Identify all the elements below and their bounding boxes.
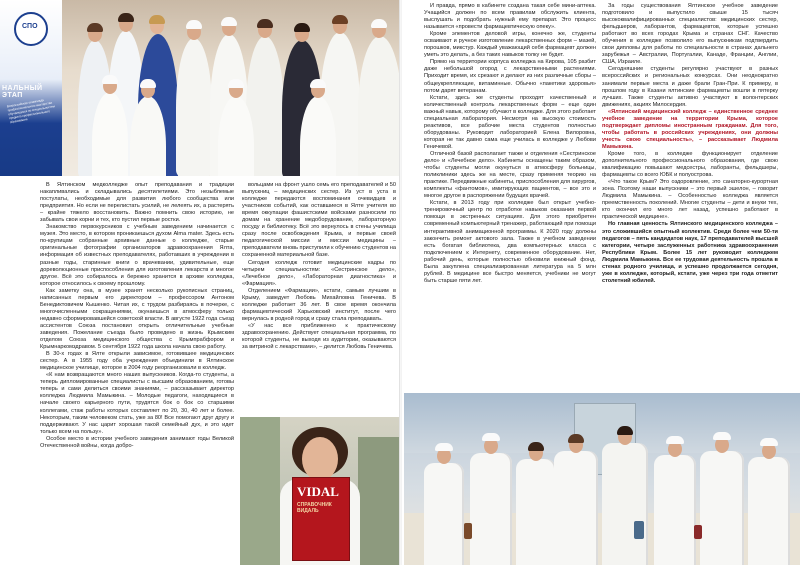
paragraph: «К нам возвращаются много наших выпускников. Когда-то студенты, а теперь дипломированные специалисты с высшим образованием, готовы теперь и сами делиться своими знаниями, – рассказывает директор колледжа Людмила Мамыкина. – Молодые педагоги, находящиеся в начале своего карьерного пути, трудятся бок о бок со старшими коллегами, стаж работы которых составляет по 20, 30, 40 лет и более. Некоторым, таким человеком стать, уже за 80! Все помогают друг другу и поддерживают. У нас царит хорошая такой семейный дух, и это идет только всем на пользу».: [40, 372, 234, 435]
text-column-4: [602, 3, 778, 285]
lab-group-photo: [404, 393, 800, 565]
paragraph: Кроме элементов деловой игры, конечно же, студенты осваивают и ручное изготовление лекарственных форм – мазей, порошков, микстур. Каждый уважающий себя фармацевт должен уметь это делать, а без таких навыков толку не будет.: [424, 31, 596, 59]
paragraph: Как заметку она, в музее хранят несколько рукописных страниц, написанных первым его директором – профессором Антоном Бенедиктовичем Кышенко. Читая их, с трудом разбираясь в почерке, с многочисленными сокращениями, окунаешься в атмосферу только недавно сформировавшейся советской власти. В августе 1922 года съезд ассистентов Союза постановил открыть отличительные учебные заведения. Пожелание съезда было проведено в жизнь Крымским отделом Союза медицинского общества с Крымпрабфором и Крымнаркомздравом. 5 сентября 1922 года школа начала свою работу.: [40, 287, 234, 351]
text-column-3: [424, 3, 596, 285]
paragraph: Кстати, в 2013 году при колледже был открыт учебно-тренировочный центр по отработке навыков оказания первой помощи в экстренных ситуациях. Для этого приобретен современный компьютерный тренажер, работающий при помощи интерактивной анимационной программы. К 2020 году должны закончить ремонт актового зала. Также в учебном заведении есть богатая библиотека, два компьютерных класса с подключением к Интернету, современное оборудование. Нет, рабочий день, которые полностью обновили книжный фонд. Была закуплена специализированная литература на 5 млн рублей. В медицине все быстро меняется, учебники не могут быть старше пяти лет.: [424, 200, 596, 284]
closing-paragraph: Но главная ценность Ялтинского медицинского колледжа – это сложившийся опытный коллектив. Среди более чем 50-ти педагогов – пять кандидатов наук, 17 преподавателей высшей категории, четыре заслуженных работника здравоохранения Республики Крым. Более 15 лет руководит колледжем Людмила Мамыкина. Все ее трудовая деятельность прошла в стенах родного училища, и успешно продолжается сегодня, уже в колледже, который, кстати, уже через три года отметит столетний юбилей.: [602, 221, 778, 284]
olympiad-logo-icon: [14, 12, 48, 46]
book-title: VIDAL: [297, 484, 339, 499]
text-column-2: [242, 182, 396, 351]
olympiad-logo-text: СПО: [22, 23, 38, 30]
paragraph: Отличной базой располагает также и отделения «Сестринское дело» и «Лечебное дело». Кабинеты оснащены таким образом, чтобы студенты могли окунуться в атмосферу больницы, поликлиники здесь же на месте, сразу применяя теорию на практике. Передвижные кабинеты, приспособления для хирургов, комплекты «фантомов», имитирующих пациентов, – все это и многое другое в распоряжении будущих врачей.: [424, 150, 596, 200]
book-subtitle: СПРАВОЧНИК ВИДАЛЬ: [297, 502, 332, 514]
olympiad-banner: [0, 0, 62, 176]
paragraph: Знакомство первокурсников с учебным заведением начинается с музея. Это место, в котором проникаешься духом Alma mater. Здесь есть по-крупицам собранные архивные данные о колледже, старые оригинальные фотографии организаторов здравоохранения Ялта, информация об известных преподавателях, работавших в учреждении в разные годы, старинные книги о врачевании, удивительные, еще дореволюционные приспособления для изготовления лекарств и многое другое. Всё это собиралось и бережно хранится в архиве колледжа, которое относилось к своему прошлому.: [40, 224, 234, 287]
text-column-1: [40, 182, 234, 450]
paragraph: вольцами на фронт ушло семь его преподавателей и 50 выпускниц – медицинских сестер. Из уст в уста в колледже передаются воспоминания очевидцев и участников событий, как оставшиеся в Ялте учителя во время оккупации фашистскими войсками разносили по домам на хранение медоборудование, лабораторную посуду и библиотеку. Всё это вернулось в стены училища сразу после освобождения Крыма, и первые своей педагогической миссии и миссии медицины – преподаватели вновь приступили к обучению студентов на сохраненной материальной базе.: [242, 182, 396, 259]
paragraph: «У нас все приближенно к практическому здравоохранению. Действует специальная программа, по которой студенты, не выходя из аудитории, оказываются за витриной с лекарствами», – делится Любовь Геничева.: [242, 322, 396, 351]
paragraph: Сегодня колледж готовит медицинские кадры по четырем специальностям: «Сестринское дело», «Лечебное дело», «Лабораторная диагностика» и «Фармация».: [242, 259, 396, 287]
group-photo: [0, 0, 400, 176]
paragraph: В 30-х годах в Ялте открыли зависимое, готовившее медицинских сестер. А в 1955 году оба учреждения объединили в Ялтинское медицинское училище, которое в 2004 году реорганизовали в колледж.: [40, 351, 234, 372]
teacher-photo: [240, 417, 400, 565]
banner-title: НАЛЬНЫЙ ЭТАП: [2, 85, 43, 99]
quote-highlight: «Ялтинский медицинский колледж – единственное среднее учебное заведение на территории Крыма, которое подтверждает дипломы иностранным гражданам. Для того, чтобы работать в российских учреждениях, они должны учесть свою специальность», – рассказывает Людмила Мамыкина.: [602, 108, 778, 150]
paragraph: И правда, прямо в кабинете создана такая себе мини-аптека. Учащийся должен по всем правилам обслужить клиента, выслушать и подобрать нужный ему препарат. Это процесс называется «провести фармацевтическую опеку».: [424, 3, 596, 31]
paragraph: В Ялтинском медколледже опыт преподавания и традиции накапливались и складывались десятилетиями. Это незыблемые постулаты, необходимые для развития любого сообщества или предприятия. Но если не перелистать усилий, не лелеять их, а растерять – крайне тяжело восстановить. Важно помнить свою историю, не забывать свои корни и тех, кто пустил первые ростки.: [40, 182, 234, 224]
paragraph: Отделением «Фармации», кстати, самым лучшим в Крыму, заведует Любовь Михайловна Геничева. В колледже работает 36 лет. В свое время окончила фармацевтический Харьковский институт, после чего вернулась в родной город и сразу стала преподавать.: [242, 287, 396, 322]
paragraph: Сегодняшние студенты регулярно участвуют в разных всероссийских и региональных конкурсах. Они неоднократно занимали первые места и даже брали Гран-При. К примеру, в прошлом году в Казани ялтинские фармацевты вошли в пятерку лучших. Также студенты активно участвуют в волонтерских движениях, акциях Милосердия.: [602, 66, 778, 108]
paragraph: Кстати, здесь же студенты проходят качественный и количественный контроль лекарственных форм – еще один важный навык, которому обучают в колледже. Для этого работает специальная лаборатория. Несмотря на высокую стоимость реактивов, все рабочие места студентов полностью оборудованы. Руководит лабораторией Елена Вилоровна, которая не так давно сама еще училась в колледже у Любови Геничевой.: [424, 94, 596, 150]
paragraph: Прямо на территории корпуса колледжа на Кирова, 105 разбит даже небольшой огород с лекарственными растениями. Приходит время, их срезают и делают из них различные сборы – общеукрепляющие, витаминные. Обычно «пакетики здоровья» потом дарят ветеранам.: [424, 59, 596, 94]
paragraph: Кроме того, в колледже функционирует отделение дополнительного профессионального образования, где свою квалификацию повышают медсестры, лаборанты, фельдшеры, фармацевты со всего ЮБК и полуострова.: [602, 150, 778, 179]
book-vidal: [292, 477, 350, 561]
paragraph: Особое место в истории учебного заведения занимают годы Великой Отечественной войны, когда добро-: [40, 435, 234, 449]
paragraph: За годы существования Ялтинское учебное заведение подготовило и выпустило свыше 15 тысяч высококвалифицированных специалистов: медицинских сестер, фельдшеров, лаборантов, фармацевтов, которые успешно работают во всех городах Крыма и странах СНГ. Качество обучения в колледже позволило его выпускникам подтвердить свои дипломы для работы по специальности в странах дальнего зарубежья – Австралии, Португалии, Канаде, Франции, Англии, США, Израиле.: [602, 3, 778, 66]
banner-small-text: Всероссийская олимпиада профессионального мастерства обучающихся по специальностям среднего профессионального образования: [6, 98, 56, 125]
paragraph: «Что такое Крым? Это оздоровление, это санаторно-курортная зона. Поэтому наши выпускники – это первый эшелон, – говорит Людмила Мамыкина. – Особенностью колледжа является преемственность поколений. Многие студенты – дети и внуки тех, кто окончил его много лет назад, успешно работают в практической медицине».: [602, 179, 778, 221]
